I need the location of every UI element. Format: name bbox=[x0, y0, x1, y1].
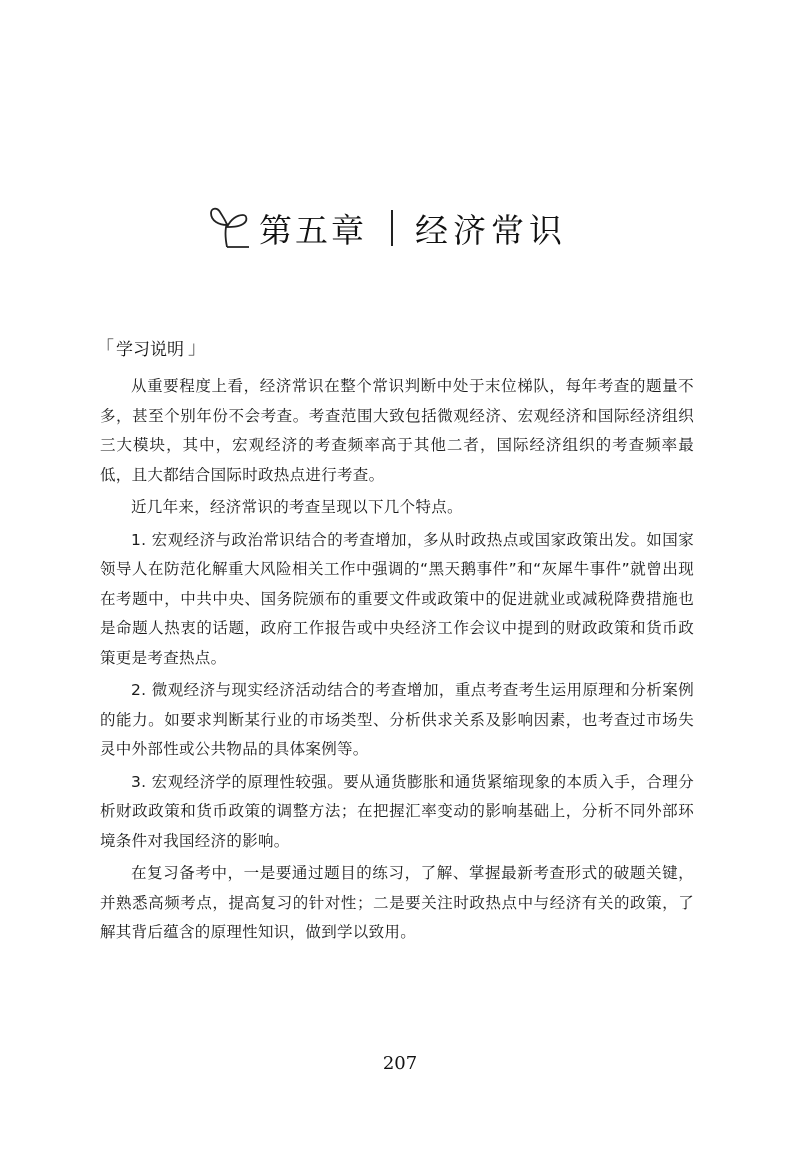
section-body bbox=[100, 372, 694, 948]
section-heading-text: 学习说明 bbox=[116, 339, 184, 360]
right-corner-bracket: 」 bbox=[188, 338, 206, 359]
left-corner-bracket: 「 bbox=[96, 338, 114, 359]
section-heading bbox=[96, 334, 206, 360]
paragraph-point-1: 1. 宏观经济与政治常识结合的考查增加，多从时政热点或国家政策出发。如国家领导人在防范化解重大风险相关工作中强调的“黑天鹅事件”和“灰犀牛事件”就曾出现在考题中，中共中央、国务院颁布的重要文件或政策中的促进就业或减税降费措施也是命题人热衷的话题，政府工作报告或中央经济工作会议中提到的财政政策和货币政策更是考查热点。 bbox=[100, 530, 694, 667]
chapter-divider bbox=[391, 210, 393, 246]
sprout-icon bbox=[205, 203, 253, 253]
chapter-number: 第五章 bbox=[259, 210, 367, 250]
chapter-title: 经济常识 bbox=[415, 210, 567, 250]
paragraph-trend-intro: 近几年来，经济常识的考查呈现以下几个特点。 bbox=[131, 498, 463, 516]
paragraph-point-2: 2. 微观经济与现实经济活动结合的考查增加，重点考查考生运用原理和分析案例的能力。如要求判断某行业的市场类型、分析供求关系及影响因素，也考查过市场失灵中外部性或公共物品的具体案例等。 bbox=[100, 681, 694, 758]
paragraph-importance: 从重要程度上看，经济常识在整个常识判断中处于末位梯队，每年考查的题量不多，甚至个别年份不会考查。考查范围大致包括微观经济、宏观经济和国际经济组织三大模块，其中，宏观经济的考查频率高于其他二者，国际经济组织的考查频率最低，且大都结合国际时政热点进行考查。 bbox=[100, 377, 694, 484]
paragraph-study-advice: 在复习备考中，一是要通过题目的练习，了解、掌握最新考查形式的破题关键，并熟悉高频考点，提高复习的针对性；二是要关注时政热点中与经济有关的政策，了解其背后蕴含的原理性知识，做到学以致用。 bbox=[100, 864, 694, 941]
page-number: 207 bbox=[382, 1053, 418, 1074]
paragraph-point-3: 3. 宏观经济学的原理性较强。要从通货膨胀和通货紧缩现象的本质入手，合理分析财政政策和货币政策的调整方法；在把握汇率变动的影响基础上，分析不同外部环境条件对我国经济的影响。 bbox=[100, 772, 694, 850]
chapter-header bbox=[205, 198, 567, 258]
